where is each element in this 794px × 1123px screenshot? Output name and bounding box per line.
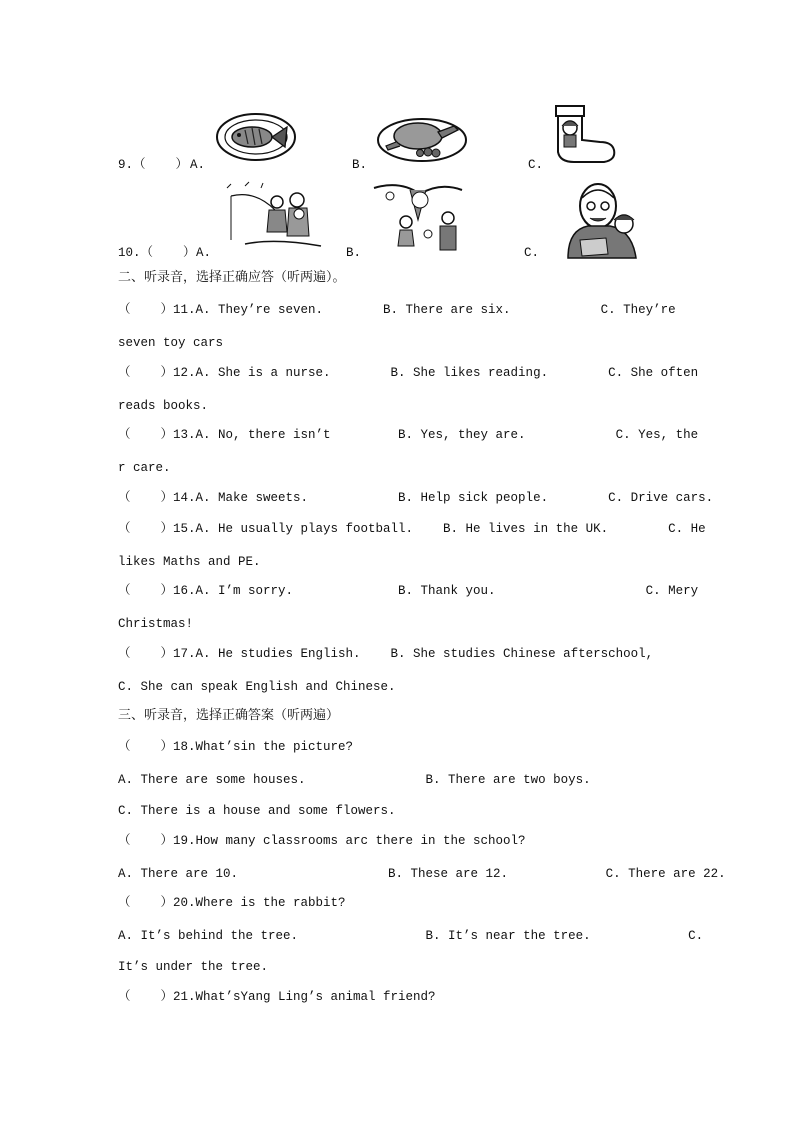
- question-10-number: 10.（ ）: [118, 246, 196, 260]
- question-12-line2: reads books.: [118, 399, 209, 413]
- question-20-options-ab: A. It’s behind the tree. B. It’s near the tree. C.: [118, 929, 704, 943]
- question-9-option-a-label: A.: [190, 158, 206, 172]
- question-13-line1: （ ）13.A. No, there isn’t B. Yes, they are. C. Yes, the: [118, 428, 699, 442]
- fishing-family-icon: [225, 180, 323, 252]
- grandpa-reading-icon: [562, 180, 644, 260]
- question-20-option-c: It’s under the tree.: [118, 960, 269, 974]
- question-9-number: 9.（ ）: [118, 158, 189, 172]
- question-17-line2: C. She can speak English and Chinese.: [118, 680, 396, 694]
- question-16-line2: Christmas!: [118, 617, 194, 631]
- question-20-stem: （ ）20.Where is the rabbit?: [118, 896, 346, 910]
- question-18-option-c: C. There is a house and some flowers.: [118, 804, 396, 818]
- question-13-line2: r care.: [118, 461, 171, 475]
- question-10-option-a-label: A.: [196, 246, 212, 260]
- question-11-line1: （ ）11.A. They’re seven. B. There are six. C. They’re: [118, 303, 676, 317]
- question-12-line1: （ ）12.A. She is a nurse. B. She likes reading. C. She often: [118, 366, 699, 380]
- question-11-line2: seven toy cars: [118, 336, 224, 350]
- question-9-option-c-label: C.: [528, 158, 544, 172]
- roast-chicken-icon: [376, 112, 468, 164]
- question-19-options: A. There are 10. B. These are 12. C. There are 22.: [118, 867, 726, 881]
- question-15-line2: likes Maths and PE.: [118, 555, 261, 569]
- fish-on-plate-icon: [215, 112, 297, 162]
- question-15-line1: （ ）15.A. He usually plays football. B. He lives in the UK. C. He: [118, 522, 706, 536]
- question-19-stem: （ ）19.How many classrooms arc there in the school?: [118, 834, 526, 848]
- question-10-option-c-label: C.: [524, 246, 540, 260]
- question-9-option-b-label: B.: [352, 158, 368, 172]
- section-2-heading: 二、听录音，选择正确应答（听两遍）。: [118, 270, 346, 285]
- question-21-stem: （ ）21.What’sYang Ling’s animal friend?: [118, 990, 436, 1004]
- christmas-stocking-icon: [548, 104, 618, 166]
- question-16-line1: （ ）16.A. I’m sorry. B. Thank you. C. Mery: [118, 584, 699, 598]
- question-17-line1: （ ）17.A. He studies English. B. She studies Chinese afterschool,: [118, 647, 654, 661]
- section-3-heading: 三、听录音，选择正确答案（听两遍）: [118, 708, 340, 723]
- question-18-options-ab: A. There are some houses. B. There are two boys.: [118, 773, 591, 787]
- question-10-option-b-label: B.: [346, 246, 362, 260]
- question-18-stem: （ ）18.What’sin the picture?: [118, 740, 354, 754]
- question-14-line1: （ ）14.A. Make sweets. B. Help sick people. C. Drive cars.: [118, 491, 714, 505]
- children-under-tree-icon: [370, 180, 466, 256]
